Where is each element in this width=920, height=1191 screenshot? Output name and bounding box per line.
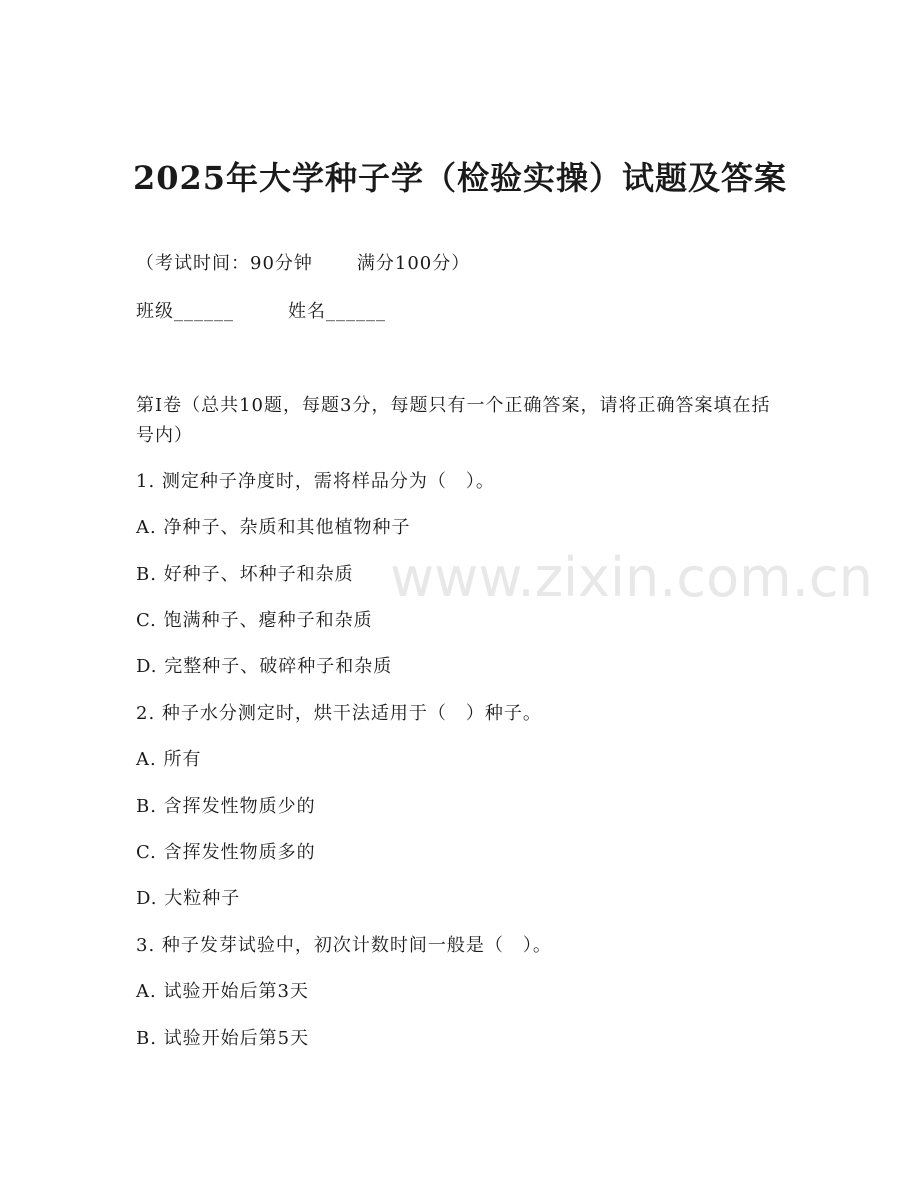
question-stem: 2. 种子水分测定时，烘干法适用于（ ）种子。 <box>136 703 542 724</box>
question-stem: 1. 测定种子净度时，需将样品分为（ ）。 <box>136 471 495 492</box>
question-option: B. 试验开始后第5天 <box>136 1028 310 1049</box>
name-field: 姓名______ <box>288 301 386 322</box>
exam-time: （考试时间：90分钟 <box>136 253 313 274</box>
exam-info <box>136 252 470 276</box>
watermark: www.zixin.com.cn <box>390 546 873 609</box>
question-option: B. 好种子、坏种子和杂质 <box>136 564 354 585</box>
question-option: A. 净种子、杂质和其他植物种子 <box>136 517 411 538</box>
question-stem: 3. 种子发芽试验中，初次计数时间一般是（ ）。 <box>136 935 552 956</box>
class-field: 班级______ <box>136 301 234 322</box>
exam-full-score: 满分100分） <box>356 253 471 274</box>
question-option: A. 试验开始后第3天 <box>136 981 309 1002</box>
section-instructions: 第I卷（总共10题，每题3分，每题只有一个正确答案，请将正确答案填在括号内） <box>136 395 771 446</box>
question-option: C. 饱满种子、瘪种子和杂质 <box>136 610 373 631</box>
question-option: D. 完整种子、破碎种子和杂质 <box>136 656 393 677</box>
student-info <box>136 300 386 324</box>
question-option: A. 所有 <box>136 749 202 770</box>
question-option: C. 含挥发性物质多的 <box>136 842 316 863</box>
document-title: 2025年大学种子学（检验实操）试题及答案 <box>132 159 788 197</box>
question-option: B. 含挥发性物质少的 <box>136 796 316 817</box>
question-option: D. 大粒种子 <box>136 888 241 909</box>
